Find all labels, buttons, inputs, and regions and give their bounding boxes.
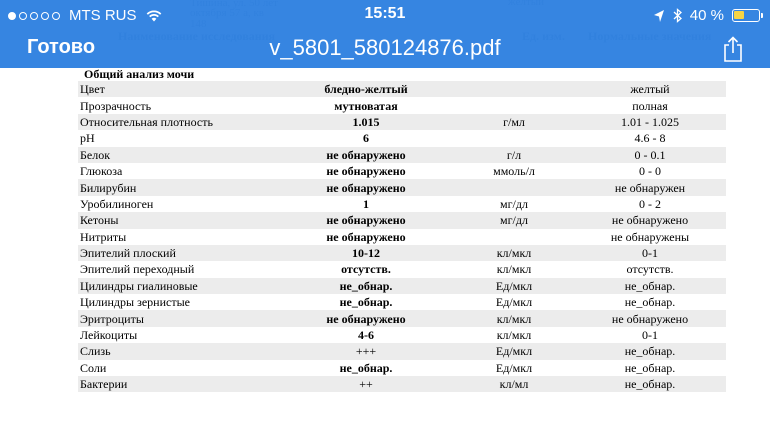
unit-cell: мг/дл xyxy=(454,196,574,212)
result-value-cell: 1 xyxy=(278,196,454,212)
test-name-cell: Глюкоза xyxy=(78,163,278,179)
reference-range-cell: не_обнар. xyxy=(574,343,726,359)
battery-level-fill xyxy=(734,11,744,19)
unit-cell: кл/мкл xyxy=(454,310,574,326)
battery-percent: 40 % xyxy=(689,7,724,24)
reference-range-cell: не_обнар. xyxy=(574,360,726,376)
table-row xyxy=(78,261,726,277)
location-arrow-icon xyxy=(653,9,665,23)
reference-range-cell: не_обнар. xyxy=(574,376,726,392)
test-name-cell: Уробилиноген xyxy=(78,196,278,212)
reference-range-cell: не обнаружены xyxy=(574,229,726,245)
reference-range-cell: 0-1 xyxy=(574,245,726,261)
test-name-cell: Соли xyxy=(78,360,278,376)
test-name-cell: Эритроциты xyxy=(78,310,278,326)
unit-cell: г/мл xyxy=(454,114,574,130)
table-row xyxy=(78,97,726,113)
table-row xyxy=(78,376,726,392)
reference-range-cell: 1.01 - 1.025 xyxy=(574,114,726,130)
unit-cell xyxy=(454,81,574,97)
test-name-cell: Эпителий плоский xyxy=(78,245,278,261)
reference-range-cell: 0 - 0.1 xyxy=(574,147,726,163)
result-value-cell: не_обнар. xyxy=(278,278,454,294)
test-name-cell: Цилиндры зернистые xyxy=(78,294,278,310)
result-value-cell: +++ xyxy=(278,343,454,359)
test-name-cell: Прозрачность xyxy=(78,97,278,113)
result-value-cell: 4-6 xyxy=(278,327,454,343)
test-name-cell: Относительная плотность xyxy=(78,114,278,130)
reference-range-cell: не_обнар. xyxy=(574,278,726,294)
result-value-cell: 1.015 xyxy=(278,114,454,130)
table-row xyxy=(78,147,726,163)
done-button[interactable]: Готово xyxy=(27,36,96,58)
unit-cell: г/л xyxy=(454,147,574,163)
result-value-cell: не обнаружено xyxy=(278,147,454,163)
reference-range-cell: не обнаружено xyxy=(574,212,726,228)
result-value-cell: не_обнар. xyxy=(278,294,454,310)
pdf-page xyxy=(78,68,726,392)
reference-range-cell: отсутств. xyxy=(574,261,726,277)
table-row xyxy=(78,130,726,146)
reference-range-cell: полная xyxy=(574,97,726,113)
reference-range-cell: 0 - 0 xyxy=(574,163,726,179)
test-name-cell: Слизь xyxy=(78,343,278,359)
reference-range-cell: не обнаружено xyxy=(574,310,726,326)
result-value-cell: не обнаружено xyxy=(278,163,454,179)
unit-cell: кл/мл xyxy=(454,376,574,392)
unit-cell xyxy=(454,229,574,245)
test-name-cell: Лейкоциты xyxy=(78,327,278,343)
unit-cell: кл/мкл xyxy=(454,261,574,277)
test-name-cell: Белок xyxy=(78,147,278,163)
table-row xyxy=(78,229,726,245)
document-title: v_5801_580124876.pdf xyxy=(269,35,501,60)
result-value-cell: не обнаружено xyxy=(278,179,454,195)
carrier-name: MTS RUS xyxy=(69,7,137,24)
table-row xyxy=(78,212,726,228)
table-row xyxy=(78,327,726,343)
share-icon[interactable] xyxy=(722,36,744,62)
navigation-bar xyxy=(0,30,770,68)
status-bar xyxy=(0,0,770,30)
table-row xyxy=(78,343,726,359)
result-value-cell: не обнаружено xyxy=(278,310,454,326)
unit-cell xyxy=(454,97,574,113)
test-name-cell: Кетоны xyxy=(78,212,278,228)
test-name-cell: Цилиндры гиалиновые xyxy=(78,278,278,294)
reference-range-cell: не_обнар. xyxy=(574,294,726,310)
result-value-cell: мутноватая xyxy=(278,97,454,113)
table-row xyxy=(78,278,726,294)
reference-range-cell: желтый xyxy=(574,81,726,97)
table-row xyxy=(78,81,726,97)
table-row xyxy=(78,310,726,326)
result-value-cell: ++ xyxy=(278,376,454,392)
table-row xyxy=(78,245,726,261)
test-name-cell: pH xyxy=(78,130,278,146)
result-value-cell: не_обнар. xyxy=(278,360,454,376)
table-row xyxy=(78,114,726,130)
unit-cell: Ед/мкл xyxy=(454,278,574,294)
table-row xyxy=(78,179,726,195)
reference-range-cell: не обнаружен xyxy=(574,179,726,195)
unit-cell: кл/мкл xyxy=(454,327,574,343)
section-title: Общий анализ мочи xyxy=(84,67,195,81)
reference-range-cell: 0 - 2 xyxy=(574,196,726,212)
test-name-cell: Эпителий переходный xyxy=(78,261,278,277)
result-value-cell: 6 xyxy=(278,130,454,146)
unit-cell: Ед/мкл xyxy=(454,294,574,310)
table-row xyxy=(78,196,726,212)
unit-cell xyxy=(454,130,574,146)
table-row xyxy=(78,360,726,376)
unit-cell xyxy=(454,179,574,195)
unit-cell: ммоль/л xyxy=(454,163,574,179)
result-value-cell: не обнаружено xyxy=(278,212,454,228)
bluetooth-icon xyxy=(673,8,682,23)
test-name-cell: Бактерии xyxy=(78,376,278,392)
unit-cell: кл/мкл xyxy=(454,245,574,261)
result-value-cell: не обнаружено xyxy=(278,229,454,245)
unit-cell: Ед/мкл xyxy=(454,343,574,359)
test-name-cell: Цвет xyxy=(78,81,278,97)
table-row xyxy=(78,294,726,310)
unit-cell: Ед/мкл xyxy=(454,360,574,376)
battery-icon xyxy=(732,9,760,22)
urinalysis-results-table xyxy=(78,81,726,392)
result-value-cell: бледно-желтый xyxy=(278,81,454,97)
status-time: 15:51 xyxy=(364,5,406,22)
unit-cell: мг/дл xyxy=(454,212,574,228)
status-indicators xyxy=(653,7,760,24)
reference-range-cell: 4.6 - 8 xyxy=(574,130,726,146)
test-name-cell: Нитриты xyxy=(78,229,278,245)
reference-range-cell: 0-1 xyxy=(574,327,726,343)
result-value-cell: 10-12 xyxy=(278,245,454,261)
table-row xyxy=(78,163,726,179)
test-name-cell: Билирубин xyxy=(78,179,278,195)
result-value-cell: отсутств. xyxy=(278,261,454,277)
